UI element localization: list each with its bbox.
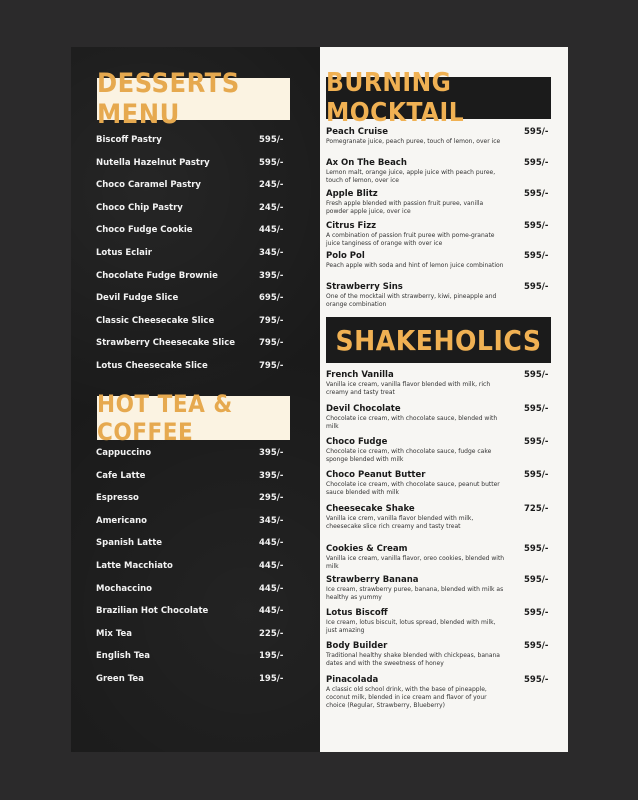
item-price: 445/- — [259, 225, 284, 236]
item-price: 445/- — [259, 561, 284, 571]
item-description: Chocolate ice cream, with chocolate sauce, fudge cake sponge blended with milk — [326, 448, 492, 463]
item-price: 445/- — [259, 583, 284, 594]
item-name: Espresso — [96, 493, 139, 504]
menu-item — [96, 649, 291, 663]
item-description: Ice cream, strawberry puree, banana, blended with milk as healthy as yummy — [326, 586, 504, 601]
item-price: 345/- — [259, 248, 284, 258]
item-price: 595/- — [524, 675, 549, 685]
item-price: 595/- — [524, 544, 549, 554]
item-description: Chocolate ice cream, with chocolate sauce, blended with milk — [326, 415, 498, 430]
item-header — [326, 250, 552, 262]
item-description: A classic old school drink, with the base of pineapple, coconut milk, blended in ice cream and flavor of your choice (Regular, Strawberry, Blueberry) — [326, 686, 487, 709]
menu-item — [326, 469, 552, 497]
item-price: 395/- — [259, 448, 284, 458]
item-header — [326, 157, 552, 169]
item-price: 345/- — [259, 515, 284, 526]
item-price: 795/- — [259, 361, 284, 371]
menu-item — [96, 469, 291, 483]
menu-item — [326, 403, 552, 431]
item-price: 595/- — [524, 437, 549, 447]
item-name: Devil Chocolate — [326, 404, 401, 414]
item-header — [326, 607, 552, 619]
item-description: Ice cream, lotus biscuit, lotus spread, blended with milk, just amazing — [326, 619, 496, 634]
item-price: 395/- — [259, 270, 284, 281]
item-header — [326, 436, 552, 448]
menu-item — [96, 223, 291, 237]
item-name: Nutella Hazelnut Pastry — [96, 157, 210, 168]
item-price: 795/- — [259, 338, 284, 349]
mocktail-banner: BURNING MOCKTAIL — [326, 77, 551, 119]
menu-item — [96, 336, 291, 350]
menu-item — [96, 269, 291, 283]
item-name: Lotus Biscoff — [326, 608, 388, 618]
menu-item — [96, 314, 291, 328]
menu-item — [326, 640, 552, 668]
menu-item — [96, 246, 291, 260]
menu-item — [326, 543, 552, 571]
item-name: French Vanilla — [326, 370, 394, 380]
item-name: Spanish Latte — [96, 538, 163, 549]
item-name: Americano — [96, 515, 147, 526]
item-name: Chocolate Fudge Brownie — [96, 270, 218, 281]
item-name: Choco Chip Pastry — [96, 202, 183, 213]
item-price: 795/- — [259, 315, 284, 326]
item-name: Peach Cruise — [326, 127, 388, 137]
item-price: 595/- — [524, 189, 549, 199]
item-description: Traditional healthy shake blended with chickpeas, banana dates and with the sweetness of honey — [326, 652, 500, 667]
menu-item — [96, 359, 291, 373]
item-name: Choco Peanut Butter — [326, 470, 426, 480]
item-header — [326, 469, 552, 481]
item-description: Lemon malt, orange juice, apple juice with peach puree, touch of lemon, over ice — [326, 169, 496, 184]
item-header — [326, 369, 552, 381]
item-name: Body Builder — [326, 641, 388, 651]
item-name: Brazilian Hot Chocolate — [96, 606, 209, 617]
item-name: Biscoff Pastry — [96, 135, 162, 145]
item-description: A combination of passion fruit puree with pome-granate juice tanginess of orange with over ice — [326, 232, 495, 247]
menu-item — [326, 503, 552, 531]
item-price: 245/- — [259, 180, 284, 191]
item-price: 595/- — [524, 370, 549, 380]
item-name: Devil Fudge Slice — [96, 293, 179, 304]
menu-item — [326, 157, 552, 185]
item-name: Choco Fudge — [326, 437, 388, 447]
item-price: 445/- — [259, 606, 284, 617]
menu-item — [96, 446, 291, 460]
item-name: Strawberry Sins — [326, 282, 403, 292]
item-name: Ax On The Beach — [326, 158, 407, 168]
item-header — [326, 220, 552, 232]
item-name: Lotus Cheesecake Slice — [96, 361, 208, 371]
hot-banner: HOT TEA & COFFEE — [97, 396, 290, 440]
item-name: Citrus Fizz — [326, 221, 377, 231]
item-price: 595/- — [524, 127, 549, 137]
item-description: Fresh apple blended with passion fruit puree, vanilla powder apple juice, over ice — [326, 200, 484, 215]
item-header — [326, 188, 552, 200]
menu-item — [326, 281, 552, 309]
item-name: Lotus Eclair — [96, 248, 152, 258]
menu-item — [326, 436, 552, 464]
menu-item — [326, 607, 552, 635]
menu-item — [96, 156, 291, 170]
item-header — [326, 403, 552, 415]
item-description: Vanilla ice cream, vanilla flavor blended with milk, rich creamy and tasty treat — [326, 381, 491, 396]
menu-item — [96, 559, 291, 573]
menu-item — [96, 178, 291, 192]
item-price: 595/- — [524, 221, 549, 231]
menu-item — [96, 627, 291, 641]
item-price: 595/- — [524, 251, 549, 261]
item-price: 195/- — [259, 651, 284, 662]
item-name: English Tea — [96, 651, 151, 662]
menu-item — [326, 574, 552, 602]
item-description: Vanilla ice cream, vanilla flavor, oreo cookies, blended with milk — [326, 555, 505, 570]
menu-item — [96, 201, 291, 215]
menu-item — [96, 133, 291, 147]
menu-item — [326, 674, 552, 710]
item-name: Mochaccino — [96, 583, 153, 594]
item-name: Cookies & Cream — [326, 544, 408, 554]
item-price: 595/- — [259, 157, 284, 168]
item-name: Polo Pol — [326, 251, 365, 261]
item-name: Strawberry Cheesecake Slice — [96, 338, 236, 349]
item-name: Mix Tea — [96, 628, 132, 639]
item-name: Choco Caramel Pastry — [96, 180, 201, 191]
item-price: 245/- — [259, 202, 284, 213]
menu-item — [326, 369, 552, 397]
shakes-banner: SHAKEHOLICS — [326, 317, 551, 363]
item-name: Pinacolada — [326, 675, 379, 685]
item-name: Cheesecake Shake — [326, 504, 415, 514]
item-description: Vanilla ice crem, vanilla flavor blended with milk, cheesecake slice rich creamy and tasty treat — [326, 515, 474, 530]
item-header — [326, 543, 552, 555]
item-price: 595/- — [524, 158, 549, 168]
menu-item — [326, 126, 552, 146]
item-price: 595/- — [524, 282, 549, 292]
menu-item — [96, 672, 291, 686]
item-description: Peach apple with soda and hint of lemon juice combination — [326, 262, 504, 269]
item-price: 445/- — [259, 538, 284, 549]
menu-item — [326, 188, 552, 216]
item-price: 395/- — [259, 470, 284, 481]
item-header — [326, 503, 552, 515]
item-price: 595/- — [259, 135, 284, 145]
item-price: 225/- — [259, 628, 284, 639]
menu-item — [96, 514, 291, 528]
item-name: Choco Fudge Cookie — [96, 225, 193, 236]
menu-item — [96, 582, 291, 596]
item-price: 595/- — [524, 608, 549, 618]
item-price: 695/- — [259, 293, 284, 304]
item-name: Latte Macchiato — [96, 561, 173, 571]
item-price: 725/- — [524, 504, 549, 514]
item-name: Strawberry Banana — [326, 575, 419, 585]
menu-item — [96, 291, 291, 305]
item-name: Classic Cheesecake Slice — [96, 315, 215, 326]
item-header — [326, 574, 552, 586]
menu-item — [96, 536, 291, 550]
item-price: 595/- — [524, 404, 549, 414]
item-name: Apple Blitz — [326, 189, 378, 199]
item-name: Green Tea — [96, 674, 144, 684]
item-price: 595/- — [524, 575, 549, 585]
menu-item — [96, 604, 291, 618]
menu-item — [326, 220, 552, 248]
item-price: 295/- — [259, 493, 284, 504]
item-description: One of the mocktail with strawberry, kiwi, pineapple and orange combination — [326, 293, 497, 308]
menu-item — [96, 491, 291, 505]
menu-item — [326, 250, 552, 270]
item-price: 595/- — [524, 470, 549, 480]
item-price: 595/- — [524, 641, 549, 651]
item-name: Cappuccino — [96, 448, 152, 458]
item-description: Pomegranate juice, peach puree, touch of lemon, over ice — [326, 138, 501, 145]
item-header — [326, 640, 552, 652]
item-header — [326, 674, 552, 686]
item-price: 195/- — [259, 674, 284, 684]
item-header — [326, 281, 552, 293]
item-header — [326, 126, 552, 138]
desserts-banner: DESSERTS MENU — [97, 78, 290, 120]
item-name: Cafe Latte — [96, 470, 146, 481]
item-description: Chocolate ice cream, with chocolate sauce, peanut butter sauce blended with milk — [326, 481, 500, 496]
